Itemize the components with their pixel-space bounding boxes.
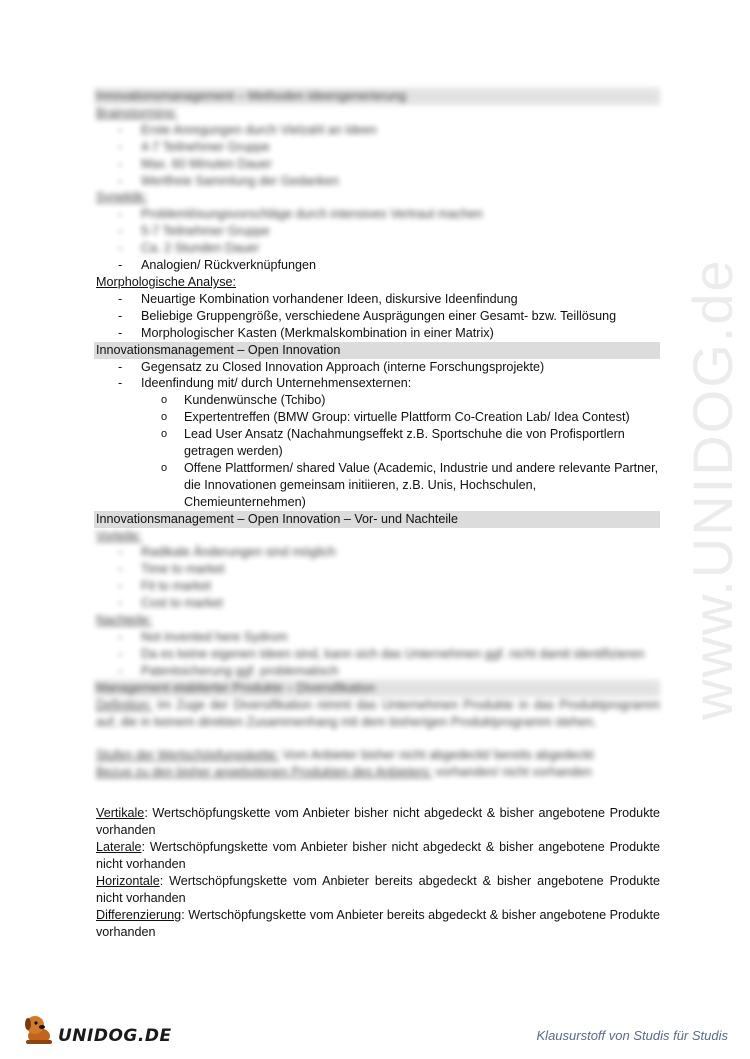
definition-paragraph: Definition: Im Zuge der Diversifikation nimmt das Unternehmen Produkte in das Produktprogramm auf, die in keinem direkten Zusammenhang mit dem bisherigen Produktprogramm stehen. (96, 697, 660, 729)
list-item: - Ca. 2 Stunden Dauer (96, 240, 660, 257)
list-item: - 5-7 Teilnehmer Gruppe (96, 223, 660, 240)
sub-list-item: o Offene Plattformen/ shared Value (Academic, Industrie und andere relevante Partner, die Innovationen gemeinsam initiieren, z.B. Unis, Hochschulen, Chemieunternehmen) (139, 460, 660, 511)
footer-tagline: Klausurstoff von Studis für Studis (536, 1028, 728, 1043)
sub-list (139, 392, 660, 510)
bullet-list (96, 206, 660, 274)
list-item: - Not invented here Sydrom (96, 629, 660, 646)
bullet-list (96, 359, 660, 511)
list-item: - Wertfreie Sammlung der Gedanken (96, 173, 660, 190)
document-body (96, 88, 660, 941)
bullet-list (96, 544, 660, 612)
section-header: Innovationsmanagement – Methoden Ideengenerierung (94, 88, 660, 105)
list-item: - Ideenfindung mit/ durch Unternehmensexternen: o Kundenwünsche (Tchibo) o Expertentreffen (BMW Group: virtuelle Plattform Co-Creation Lab/ Idea Contest) o Lead User Ansatz (Nachahmungseffekt z.B. Sportschuhe die von Profisportlern getragen werden) o Offene Plattformen/ shared Value (Academic, Industrie und andere relevante Partner, die Innovationen gemeinsam initiieren, z.B. Unis, Hochschulen, Chemieunternehmen) (96, 375, 660, 510)
list-item: - Patentsicherung ggf. problematisch (96, 663, 660, 680)
bullet-list (96, 122, 660, 190)
type-paragraph: Horizontale: Wertschöpfungskette vom Anbieter bereits abgedeckt & bisher angebotene Produkte nicht vorhanden (96, 873, 660, 905)
list-item: - Problemlösungsvorschläge durch intensives Vertraut machen (96, 206, 660, 223)
list-item: - Fit to market (96, 578, 660, 595)
section-header: Innovationsmanagement – Open Innovation – Vor- und Nachteile (94, 511, 660, 528)
sub-list-item: o Kundenwünsche (Tchibo) (139, 392, 660, 409)
watermark: www.UNIDOG.de (681, 258, 744, 720)
subheading: Synektik: (96, 190, 148, 205)
list-item: - Gegensatz zu Closed Innovation Approach (interne Forschungsprojekte) (96, 359, 660, 376)
sub-list-item: o Expertentreffen (BMW Group: virtuelle Plattform Co-Creation Lab/ Idea Contest) (139, 409, 660, 426)
bullet-list (96, 629, 660, 680)
section-header: Management etablierter Produkte – Diversifikation (94, 680, 660, 697)
type-paragraph: Laterale: Wertschöpfungskette vom Anbieter bisher nicht abgedeckt & bisher angebotene Produkte nicht vorhanden (96, 840, 660, 871)
unidog-logo (22, 1012, 172, 1046)
list-item: - Erste Anregungen durch Vielzahl an Ideen (96, 122, 660, 139)
type-paragraph: Vertikale: Wertschöpfungskette vom Anbieter bisher nicht abgedeckt & bisher angebotene Produkte vorhanden (96, 806, 660, 838)
bezug-paragraph: Bezug zu den bisher angebotenen Produkten des Anbieters: vorhanden/ nicht vorhanden (96, 765, 592, 780)
logo-text: UNIDOG.DE (58, 1026, 172, 1046)
list-item: - Analogien/ Rückverknüpfungen (96, 257, 660, 274)
list-item: - Neuartige Kombination vorhandener Ideen, diskursive Ideenfindung (96, 291, 660, 308)
subheading: Morphologische Analyse: (96, 274, 237, 289)
list-item: - Morphologischer Kasten (Merkmalskombination in einer Matrix) (96, 325, 660, 342)
list-item: - Da es keine eigenen Ideen sind, kann sich das Unternehmen ggf. nicht damit identifizieren (96, 646, 660, 663)
subheading: Nachteile: (96, 613, 153, 628)
dog-mascot-icon (22, 1012, 56, 1046)
bullet-list (96, 291, 660, 342)
section-header: Innovationsmanagement – Open Innovation (94, 342, 660, 359)
type-paragraph: Differenzierung: Wertschöpfungskette vom Anbieter bereits abgedeckt & bisher angebotene Produkte vorhanden (96, 907, 660, 939)
list-item: - Cost to market (96, 595, 660, 612)
list-item: - Max. 60 Minuten Dauer (96, 156, 660, 173)
subheading: Brainstorming: (96, 105, 178, 120)
list-item: - Time to market (96, 561, 660, 578)
list-item: - Radikale Änderungen sind möglich (96, 544, 660, 561)
list-item: - 4-7 Teilnehmer Gruppe (96, 139, 660, 156)
list-item: - Beliebige Gruppengröße, verschiedene Ausprägungen einer Gesamt- bzw. Teillösung (96, 308, 660, 325)
subheading: Vorteile: (96, 528, 142, 543)
stufen-paragraph: Stufen der Wertschöpfungskette: Vom Anbieter bisher nicht abgedeckt/ bereits abgedeckt (96, 748, 594, 763)
sub-list-item: o Lead User Ansatz (Nachahmungseffekt z.B. Sportschuhe die von Profisportlern getragen werden) (139, 426, 660, 460)
